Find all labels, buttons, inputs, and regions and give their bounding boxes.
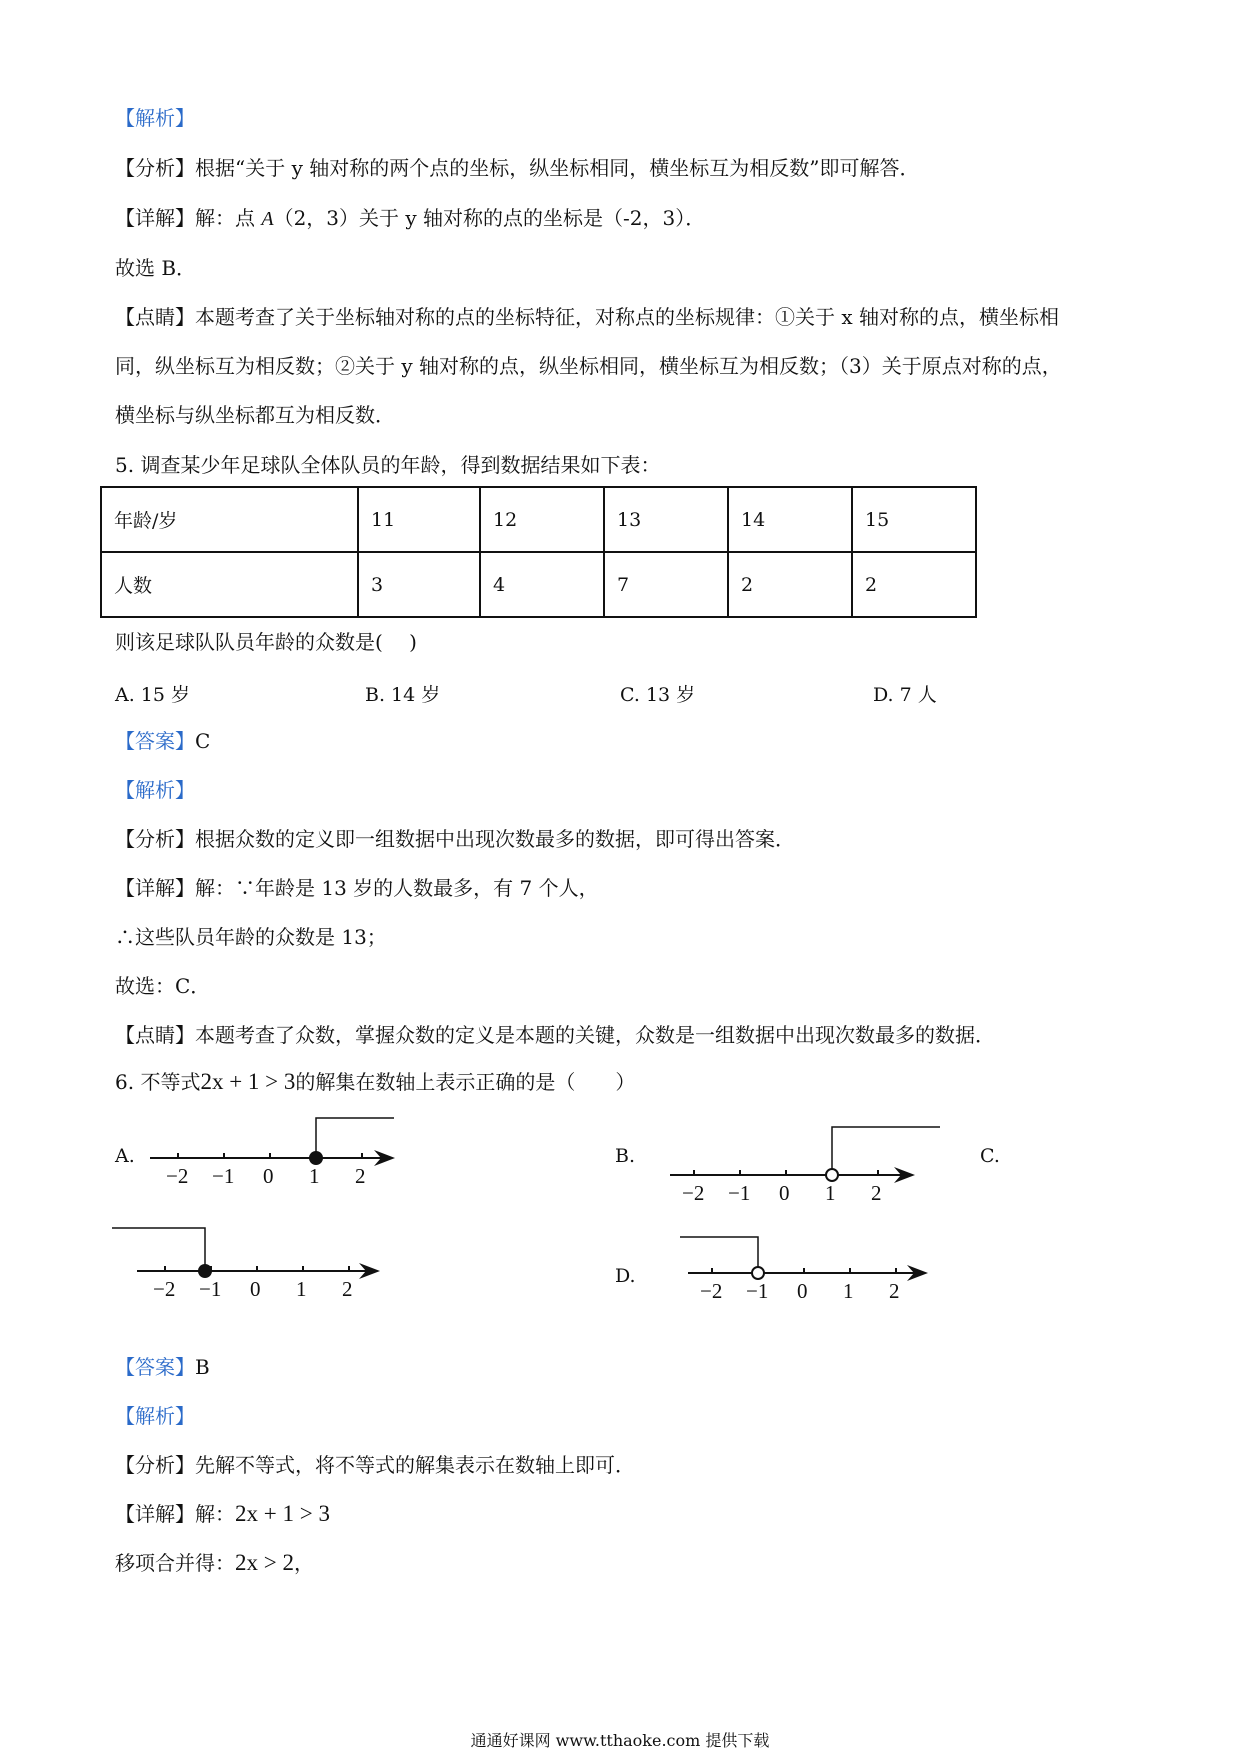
solution-bracket xyxy=(680,1237,758,1267)
therefore-line: ∴这些队员年龄的众数是 13； xyxy=(115,925,387,949)
option-d-label[interactable]: D. xyxy=(615,1265,636,1287)
option-a[interactable]: A. 15 岁 xyxy=(115,684,191,706)
table-cell: 年龄/岁 xyxy=(101,487,358,552)
tick-label: 1 xyxy=(825,1181,836,1205)
table-cell: 14 xyxy=(728,487,852,552)
tick-label: 0 xyxy=(250,1277,261,1301)
closed-point xyxy=(198,1264,212,1278)
choice-line: 故选：C． xyxy=(115,974,211,998)
tick-label: −2 xyxy=(700,1279,723,1303)
detail-line: 【详解】解：2x + 1 > 3 xyxy=(115,1501,330,1526)
table-row xyxy=(101,552,976,617)
answer-line: 【答案】C xyxy=(115,729,211,753)
choice-line: 故选 B． xyxy=(115,256,197,280)
tick-label: −1 xyxy=(728,1181,751,1205)
remark-line: 【点睛】本题考查了众数，掌握众数的定义是本题的关键，众数是一组数据中出现次数最多的数据． xyxy=(115,1023,995,1047)
solution-bracket xyxy=(316,1118,394,1158)
table-cell: 人数 xyxy=(101,552,358,617)
question-5-stem: 5. 调查某少年足球队全体队员的年龄，得到数据结果如下表： xyxy=(115,453,661,477)
option-a-label[interactable]: A. xyxy=(115,1145,135,1167)
number-line-b xyxy=(670,1125,960,1205)
table-cell: 13 xyxy=(604,487,728,552)
jiexi-heading: 【解析】 xyxy=(115,778,195,802)
remark-line-1: 【点睛】本题考查了关于坐标轴对称的点的坐标特征，对称点的坐标规律：①关于 x 轴对称的点，横坐标相 xyxy=(115,305,1059,329)
table-cell: 11 xyxy=(358,487,480,552)
table-cell: 15 xyxy=(852,487,976,552)
tick-label: 2 xyxy=(889,1279,900,1303)
answer-line: 【答案】B xyxy=(115,1355,210,1379)
table-cell: 7 xyxy=(604,552,728,617)
analysis-line: 【分析】先解不等式，将不等式的解集表示在数轴上即可． xyxy=(115,1453,635,1477)
question-6-stem: 6. 不等式2x + 1 > 3的解集在数轴上表示正确的是（ ） xyxy=(115,1069,636,1094)
table-cell: 2 xyxy=(852,552,976,617)
tick-label: 0 xyxy=(263,1164,274,1188)
option-b[interactable]: B. 14 岁 xyxy=(365,684,441,706)
detail-line: 【详解】解：∵年龄是 13 岁的人数最多，有 7 个人， xyxy=(115,876,599,900)
solution-bracket xyxy=(112,1228,205,1271)
tick-label: −1 xyxy=(746,1279,769,1303)
solution-bracket xyxy=(832,1127,940,1169)
page-footer: 通通好课网 www.tthaoke.com 提供下载 xyxy=(470,1731,770,1750)
tick-label: 1 xyxy=(843,1279,854,1303)
number-line-c xyxy=(112,1225,392,1305)
table-cell: 2 xyxy=(728,552,852,617)
table-cell: 12 xyxy=(480,487,604,552)
tick-label: 2 xyxy=(355,1164,366,1188)
option-d[interactable]: D. 7 人 xyxy=(873,684,937,706)
option-c-label[interactable]: C. xyxy=(980,1145,1000,1167)
age-table xyxy=(100,486,977,618)
remark-line-3: 横坐标与纵坐标都互为相反数． xyxy=(115,403,395,427)
option-b-label[interactable]: B. xyxy=(615,1145,636,1167)
number-line-a xyxy=(150,1115,410,1190)
detail-line: 【详解】解：点 A（2，3）关于 y 轴对称的点的坐标是（-2，3）． xyxy=(115,206,706,230)
tick-label: 0 xyxy=(779,1181,790,1205)
table-cell: 3 xyxy=(358,552,480,617)
closed-point xyxy=(309,1151,323,1165)
tick-label: −1 xyxy=(212,1164,235,1188)
tick-label: −2 xyxy=(166,1164,189,1188)
step-line: 移项合并得：2x > 2， xyxy=(115,1550,314,1575)
open-point xyxy=(752,1267,764,1279)
tick-label: 2 xyxy=(871,1181,882,1205)
question-5-prompt: 则该足球队队员年龄的众数是( ) xyxy=(115,630,417,654)
tick-label: −2 xyxy=(682,1181,705,1205)
analysis-line: 【分析】根据“关于 y 轴对称的两个点的坐标，纵坐标相同，横坐标互为相反数”即可解答． xyxy=(115,156,920,180)
tick-label: 2 xyxy=(342,1277,353,1301)
tick-label: −1 xyxy=(199,1277,222,1301)
table-row xyxy=(101,487,976,552)
open-point xyxy=(826,1169,838,1181)
tick-label: 1 xyxy=(309,1164,320,1188)
table-cell: 4 xyxy=(480,552,604,617)
tick-label: −2 xyxy=(153,1277,176,1301)
tick-label: 1 xyxy=(296,1277,307,1301)
option-c[interactable]: C. 13 岁 xyxy=(620,684,696,706)
jiexi-heading: 【解析】 xyxy=(115,106,195,130)
jiexi-heading: 【解析】 xyxy=(115,1404,195,1428)
analysis-line: 【分析】根据众数的定义即一组数据中出现次数最多的数据，即可得出答案． xyxy=(115,827,795,851)
remark-line-2: 同，纵坐标互为相反数；②关于 y 轴对称的点，纵坐标相同，横坐标互为相反数；（3）关于原点对称的点， xyxy=(115,354,1062,378)
tick-label: 0 xyxy=(797,1279,808,1303)
number-line-d xyxy=(680,1235,940,1310)
